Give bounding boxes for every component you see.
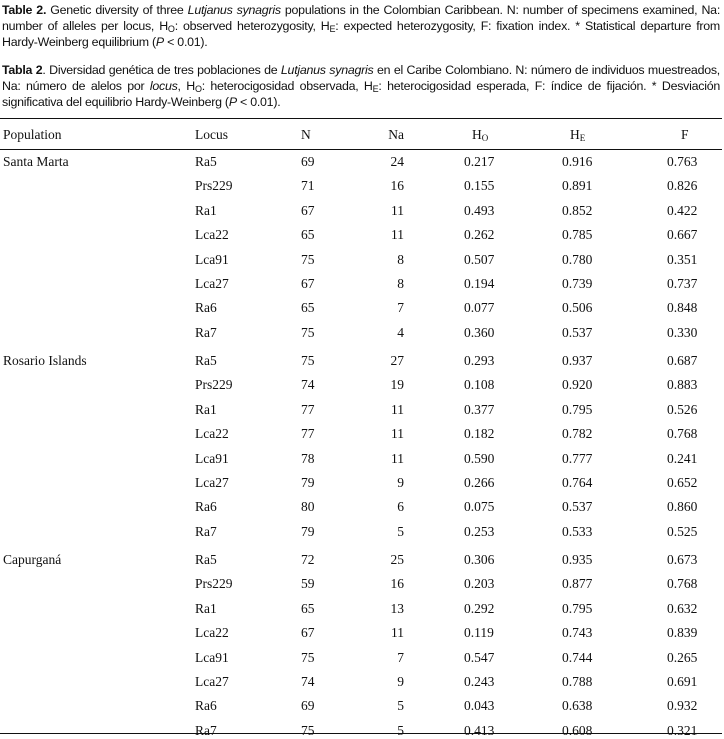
- header-f: F: [681, 127, 689, 142]
- cell-na: 11: [391, 625, 404, 640]
- cell-f: 0.632: [667, 601, 698, 616]
- cell-he: 0.795: [562, 402, 593, 417]
- cell-n: 65: [301, 601, 315, 616]
- cell-f: 0.826: [667, 178, 698, 193]
- cell-f: 0.241: [667, 451, 698, 466]
- cell-locus: Ra5: [195, 154, 217, 169]
- cell-locus: Ra7: [195, 325, 217, 340]
- table-top-rule: [0, 118, 722, 119]
- cell-f: 0.932: [667, 698, 698, 713]
- species-name: Lutjanus synagris: [187, 3, 281, 17]
- cell-na: 11: [391, 426, 404, 441]
- cell-ho: 0.493: [464, 203, 495, 218]
- header-he-main: H: [570, 127, 580, 142]
- cell-f: 0.691: [667, 674, 698, 689]
- subscript: O: [194, 84, 202, 94]
- cell-na: 11: [391, 402, 404, 417]
- table-bottom-rule: [0, 733, 722, 734]
- species-name: Lutjanus synagris: [280, 63, 374, 77]
- cell-locus: Prs229: [195, 576, 233, 591]
- cell-he: 0.780: [562, 252, 593, 267]
- cell-he: 0.916: [562, 154, 593, 169]
- subscript: E: [372, 84, 379, 94]
- cell-he: 0.788: [562, 674, 593, 689]
- cell-ho: 0.194: [464, 276, 495, 291]
- cell-ho: 0.360: [464, 325, 495, 340]
- cell-locus: Lca91: [195, 252, 229, 267]
- cell-ho: 0.547: [464, 650, 495, 665]
- cell-f: 0.768: [667, 426, 698, 441]
- cell-n: 67: [301, 276, 315, 291]
- cell-n: 75: [301, 650, 315, 665]
- cell-ho: 0.292: [464, 601, 495, 616]
- cell-f: 0.839: [667, 625, 698, 640]
- cell-locus: Ra1: [195, 203, 217, 218]
- cell-locus: Prs229: [195, 178, 233, 193]
- cell-f: 0.763: [667, 154, 698, 169]
- cell-na: 9: [397, 475, 404, 490]
- cell-n: 67: [301, 203, 315, 218]
- cell-n: 78: [301, 451, 315, 466]
- cell-f: 0.848: [667, 300, 698, 315]
- cell-locus: Ra1: [195, 601, 217, 616]
- cell-locus: Ra7: [195, 524, 217, 539]
- cell-he: 0.744: [562, 650, 593, 665]
- cell-he: 0.852: [562, 203, 593, 218]
- cell-f: 0.652: [667, 475, 698, 490]
- caption-label: Table 2.: [2, 3, 47, 17]
- caption-text: , H: [177, 79, 195, 93]
- caption-text: populations in the Colombian Caribbean. N: number of specimens examined, Na: number of alleles per locus, H: [2, 3, 721, 33]
- cell-n: 79: [301, 524, 315, 539]
- cell-ho: 0.217: [464, 154, 495, 169]
- cell-n: 65: [301, 227, 315, 242]
- cell-ho: 0.155: [464, 178, 495, 193]
- cell-na: 16: [390, 576, 404, 591]
- cell-ho: 0.590: [464, 451, 495, 466]
- cell-he: 0.739: [562, 276, 593, 291]
- cell-ho: 0.203: [464, 576, 495, 591]
- caption-text: : heterocigosidad observada, H: [201, 79, 373, 93]
- p-symbol: P: [155, 35, 164, 49]
- table-header-rule: [0, 149, 722, 150]
- cell-n: 79: [301, 475, 315, 490]
- cell-f: 0.687: [667, 353, 698, 368]
- cell-ho: 0.262: [464, 227, 495, 242]
- locus-word: locus: [149, 79, 178, 93]
- cell-na: 8: [397, 252, 404, 267]
- cell-he: 0.891: [562, 178, 593, 193]
- cell-he: 0.785: [562, 227, 593, 242]
- cell-locus: Lca22: [195, 426, 229, 441]
- cell-ho: 0.108: [464, 377, 495, 392]
- cell-f: 0.673: [667, 552, 698, 567]
- header-ho: [472, 127, 488, 143]
- cell-f: 0.525: [667, 524, 698, 539]
- cell-ho: 0.266: [464, 475, 495, 490]
- cell-n: 77: [301, 426, 315, 441]
- cell-he: 0.937: [562, 353, 593, 368]
- cell-ho: 0.075: [464, 499, 495, 514]
- cell-he: 0.935: [562, 552, 593, 567]
- cell-ho: 0.077: [464, 300, 495, 315]
- cell-na: 5: [397, 524, 404, 539]
- cell-locus: Lca27: [195, 276, 229, 291]
- cell-na: 7: [397, 650, 404, 665]
- cell-n: 65: [301, 300, 315, 315]
- header-population: Population: [3, 127, 62, 142]
- cell-n: 74: [301, 377, 315, 392]
- cell-na: 25: [390, 552, 404, 567]
- cell-n: 71: [301, 178, 315, 193]
- cell-na: 7: [397, 300, 404, 315]
- cell-n: 80: [301, 499, 315, 514]
- cell-locus: Lca27: [195, 674, 229, 689]
- cell-n: 69: [301, 154, 315, 169]
- cell-n: 59: [301, 576, 315, 591]
- cell-na: 13: [390, 601, 404, 616]
- cell-ho: 0.293: [464, 353, 495, 368]
- cell-ho: 0.243: [464, 674, 495, 689]
- cell-na: 4: [397, 325, 404, 340]
- cell-locus: Lca22: [195, 625, 229, 640]
- cell-ho: 0.119: [464, 625, 494, 640]
- cell-locus: Lca91: [195, 451, 229, 466]
- header-he: [570, 127, 585, 143]
- cell-na: 11: [391, 451, 404, 466]
- cell-n: 77: [301, 402, 315, 417]
- header-ho-main: H: [472, 127, 482, 142]
- cell-f: 0.667: [667, 227, 698, 242]
- cell-locus: Ra7: [195, 723, 217, 738]
- cell-locus: Prs229: [195, 377, 233, 392]
- header-n: N: [301, 127, 311, 142]
- header-ho-sub: O: [481, 133, 489, 143]
- cell-f: 0.526: [667, 402, 698, 417]
- cell-n: 69: [301, 698, 315, 713]
- cell-he: 0.638: [562, 698, 593, 713]
- cell-f: 0.330: [667, 325, 698, 340]
- cell-na: 19: [390, 377, 404, 392]
- cell-f: 0.351: [667, 252, 698, 267]
- cell-locus: Ra5: [195, 552, 217, 567]
- subscript: E: [329, 24, 336, 34]
- cell-na: 24: [390, 154, 404, 169]
- population-name: Rosario Islands: [3, 353, 87, 368]
- cell-n: 72: [301, 552, 315, 567]
- cell-ho: 0.507: [464, 252, 495, 267]
- cell-ho: 0.253: [464, 524, 495, 539]
- subscript: O: [167, 24, 175, 34]
- cell-ho: 0.413: [464, 723, 495, 738]
- cell-he: 0.537: [562, 499, 593, 514]
- cell-he: 0.764: [562, 475, 593, 490]
- header-na: Na: [388, 127, 404, 142]
- cell-locus: Lca91: [195, 650, 229, 665]
- cell-he: 0.782: [562, 426, 593, 441]
- cell-na: 5: [397, 723, 404, 738]
- cell-na: 8: [397, 276, 404, 291]
- cell-na: 16: [390, 178, 404, 193]
- cell-he: 0.743: [562, 625, 593, 640]
- caption-text: < 0.01).: [163, 35, 208, 49]
- cell-ho: 0.306: [464, 552, 495, 567]
- cell-ho: 0.043: [464, 698, 495, 713]
- cell-n: 75: [301, 353, 315, 368]
- cell-f: 0.737: [667, 276, 698, 291]
- caption-label: Tabla 2: [2, 63, 43, 77]
- cell-na: 11: [391, 227, 404, 242]
- cell-n: 75: [301, 325, 315, 340]
- cell-he: 0.506: [562, 300, 593, 315]
- caption-spanish: [2, 62, 720, 110]
- cell-n: 75: [301, 252, 315, 267]
- cell-na: 5: [397, 698, 404, 713]
- cell-ho: 0.377: [464, 402, 495, 417]
- cell-locus: Ra6: [195, 300, 217, 315]
- cell-f: 0.265: [667, 650, 698, 665]
- caption-text: : heterocigosidad esperada, F: índice de fijación. * Desviación significativa del equilibrio Hardy-Weinberg (: [2, 79, 720, 109]
- cell-n: 67: [301, 625, 315, 640]
- cell-f: 0.883: [667, 377, 698, 392]
- cell-f: 0.768: [667, 576, 698, 591]
- cell-n: 75: [301, 723, 315, 738]
- caption-text: < 0.01).: [236, 95, 281, 109]
- population-name: Capurganá: [3, 552, 62, 567]
- cell-locus: Ra5: [195, 353, 217, 368]
- cell-he: 0.795: [562, 601, 593, 616]
- caption-text: Genetic diversity of three: [46, 3, 188, 17]
- cell-locus: Ra6: [195, 698, 217, 713]
- cell-locus: Ra6: [195, 499, 217, 514]
- cell-he: 0.777: [562, 451, 593, 466]
- cell-he: 0.537: [562, 325, 593, 340]
- cell-he: 0.920: [562, 377, 593, 392]
- caption-text: : observed heterozygosity, H: [174, 19, 330, 33]
- caption-english: [2, 2, 720, 50]
- cell-he: 0.877: [562, 576, 593, 591]
- cell-f: 0.860: [667, 499, 698, 514]
- caption-text: en el Caribe Colombiano. N: número de individuos muestreados, Na: número de alelos por: [2, 63, 720, 93]
- cell-locus: Lca27: [195, 475, 229, 490]
- cell-f: 0.422: [667, 203, 698, 218]
- cell-ho: 0.182: [464, 426, 495, 441]
- caption-text: : expected heterozygosity, F: fixation index. * Statistical departure from Hardy-Weinberg equilibrium (: [2, 19, 720, 49]
- cell-na: 27: [390, 353, 404, 368]
- header-locus: Locus: [195, 127, 228, 142]
- header-he-sub: E: [579, 133, 586, 143]
- caption-text: . Diversidad genética de tres poblaciones de: [42, 63, 281, 77]
- cell-n: 74: [301, 674, 315, 689]
- population-name: Santa Marta: [3, 154, 69, 169]
- p-symbol: P: [228, 95, 237, 109]
- cell-na: 9: [397, 674, 404, 689]
- cell-f: 0.321: [667, 723, 698, 738]
- cell-he: 0.608: [562, 723, 593, 738]
- cell-na: 11: [391, 203, 404, 218]
- cell-na: 6: [397, 499, 404, 514]
- cell-locus: Ra1: [195, 402, 217, 417]
- cell-locus: Lca22: [195, 227, 229, 242]
- cell-he: 0.533: [562, 524, 593, 539]
